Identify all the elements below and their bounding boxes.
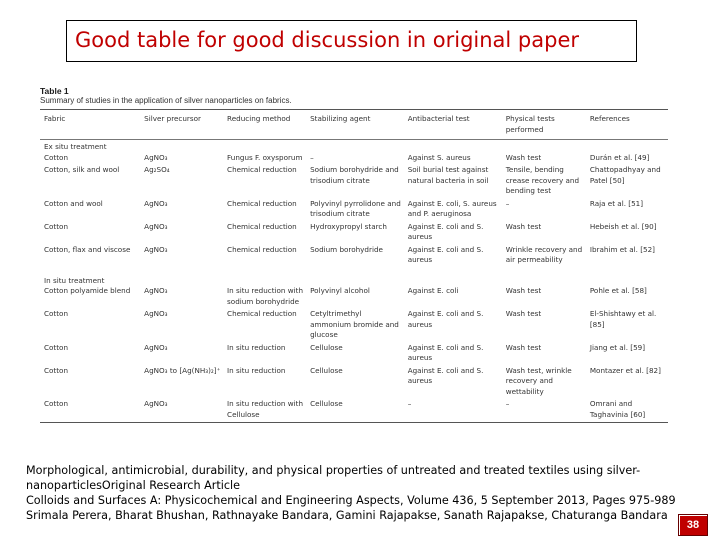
- table-cell: In situ reduction: [227, 342, 286, 352]
- table-cell: Chemical reduction: [227, 165, 297, 174]
- table-cell: Hydroxypropyl starch: [310, 221, 387, 231]
- header-references: References: [589, 114, 630, 123]
- table-row: [40, 286, 668, 309]
- table-row: [40, 399, 668, 422]
- table-row: [40, 309, 668, 343]
- table-cell: Pohle et al. [58]: [589, 286, 647, 295]
- table-cell: AgNO₃: [144, 309, 168, 318]
- table-cell: Wash test: [505, 221, 542, 231]
- citation-journal: Colloids and Surfaces A: Physicochemical and Engineering Aspects, Volume 436, 5 September 2013, Pages 975-989: [26, 494, 676, 507]
- citation-block: [26, 463, 676, 523]
- section-label: In situ treatment: [44, 275, 105, 285]
- table-cell: Sodium borohydride and trisodium citrate: [310, 165, 399, 185]
- table-row: [40, 165, 668, 199]
- table-cell: AgNO₃: [144, 286, 168, 295]
- table-cell: Cellulose: [310, 342, 343, 352]
- table-cell: Cellulose: [310, 399, 343, 408]
- table-cell: Against E. coli and S. aureus: [407, 342, 484, 362]
- table-cell: Wash test: [505, 342, 542, 352]
- table-bottom-rule: [40, 422, 668, 423]
- table-cell: Cotton and wool: [44, 198, 103, 208]
- table-cell: Raja et al. [51]: [589, 198, 644, 208]
- table-caption: Summary of studies in the application of silver nanoparticles on fabrics.: [40, 96, 292, 105]
- slide-title: Good table for good discussion in original paper: [75, 28, 579, 52]
- table-cell: AgNO₃: [144, 198, 168, 208]
- table-cell: Chattopadhyay and Patel [50]: [589, 165, 661, 185]
- table-cell: AgNO₃: [144, 152, 168, 162]
- table-cell: Cotton: [44, 152, 69, 162]
- table-cell: In situ reduction with Cellulose: [227, 399, 303, 419]
- table-cell: –: [310, 152, 314, 162]
- table-cell: Polyvinyl alcohol: [310, 286, 370, 295]
- table-cell: Cotton, flax and viscose: [44, 244, 131, 254]
- table-cell: Chemical reduction: [227, 244, 297, 254]
- table-cell: Against E. coli and S. aureus: [407, 221, 484, 241]
- table-cell: Against E. coli, S. aureus and P. aeruginosa: [407, 198, 497, 218]
- table-cell: Wash test: [505, 286, 542, 295]
- header-fabric: Fabric: [44, 114, 66, 123]
- table-cell: AgNO₃: [144, 342, 168, 352]
- table-cell: Soil burial test against natural bacteria in soil: [407, 165, 489, 185]
- table-cell: Chemical reduction: [227, 309, 297, 318]
- table-cell: El-Shishtawy et al. [85]: [589, 309, 657, 329]
- table-cell: Cetyltrimethyl ammonium bromide and glucose: [310, 309, 399, 339]
- table-row: [40, 199, 668, 222]
- table-cell: AgNO₃: [144, 221, 168, 231]
- table-cell: Wash test: [505, 152, 542, 162]
- table-cell: Chemical reduction: [227, 198, 297, 208]
- section-label: Ex situ treatment: [44, 142, 107, 151]
- table-cell: Chemical reduction: [227, 221, 297, 231]
- table-cell: Wash test, wrinkle recovery and wettability: [505, 365, 572, 396]
- table-cell: In situ reduction with sodium borohydride: [227, 286, 303, 306]
- header-antibacterial-test: Antibacterial test: [407, 114, 470, 123]
- table-cell: Cotton: [44, 309, 69, 318]
- table-cell: AgNO₃ to [Ag(NH₃)₂]⁺: [144, 365, 221, 375]
- summary-table: [40, 86, 668, 423]
- table-cell: Against E. coli and S. aureus: [407, 365, 484, 385]
- header-reducing-method: Reducing method: [227, 114, 291, 123]
- header-silver-precursor: Silver precursor: [144, 114, 201, 123]
- table-cell: AgNO₃: [144, 399, 168, 408]
- slide-title-box: [66, 20, 637, 62]
- table-row: [40, 366, 668, 400]
- table-cell: Ag₂SO₄: [144, 165, 170, 174]
- table-cell: AgNO₃: [144, 244, 168, 254]
- citation-authors: Srimala Perera, Bharat Bhushan, Rathnayake Bandara, Gamini Rajapakse, Sanath Rajapakse, Chaturanga Bandara: [26, 509, 668, 522]
- table-cell: Cotton: [44, 342, 69, 352]
- section-header-row: [40, 268, 668, 287]
- slide-number-badge: 38: [678, 514, 708, 536]
- table-row: [40, 222, 668, 245]
- table-cell: Cotton, silk and wool: [44, 165, 120, 174]
- citation-title: Morphological, antimicrobial, durability, and physical properties of untreated and treated textiles using silver-nanoparticlesOriginal Research Article: [26, 464, 641, 492]
- table-row: [40, 153, 668, 166]
- table-cell: –: [505, 399, 510, 408]
- table-rows: [40, 140, 668, 422]
- table-cell: –: [505, 198, 510, 208]
- table-cell: –: [407, 399, 412, 408]
- table-cell: Montazer et al. [82]: [589, 365, 661, 375]
- header-stabilizing-agent: Stabilizing agent: [310, 114, 371, 123]
- table-cell: Sodium borohydride: [310, 244, 383, 254]
- table-cell: Jiang et al. [59]: [589, 342, 646, 352]
- table-cell: Cellulose: [310, 365, 343, 375]
- table-cell: Cotton: [44, 365, 69, 375]
- table-row: [40, 343, 668, 366]
- table-header-row: [40, 110, 668, 139]
- table-label: Table 1: [40, 86, 69, 96]
- table-cell: Polyvinyl pyrrolidone and trisodium citrate: [310, 198, 401, 218]
- table-cell: Against E. coli and S. aureus: [407, 244, 484, 264]
- table-cell: Wash test: [505, 309, 542, 318]
- table-cell: Durán et al. [49]: [589, 152, 650, 162]
- table-body: [40, 110, 668, 422]
- table-cell: Against E. coli and S. aureus: [407, 309, 484, 329]
- table-cell: Ibrahim et al. [52]: [589, 244, 655, 254]
- table-cell: Tensile, bending crease recovery and bending test: [505, 165, 580, 195]
- table-cell: Cotton: [44, 221, 69, 231]
- table-cell: Cotton polyamide blend: [44, 286, 131, 295]
- table-cell: Hebeish et al. [90]: [589, 221, 657, 231]
- table-cell: Wrinkle recovery and air permeability: [505, 244, 583, 264]
- table-cell: Cotton: [44, 399, 69, 408]
- table-row: [40, 245, 668, 268]
- table-cell: In situ reduction: [227, 365, 286, 375]
- table-cell: Against S. aureus: [407, 152, 471, 162]
- section-header-row: [40, 140, 668, 153]
- header-physical-tests: Physical tests performed: [505, 114, 555, 134]
- table-cell: Omrani and Taghavinia [60]: [589, 399, 646, 419]
- table-cell: Against E. coli: [407, 286, 459, 295]
- table-cell: Fungus F. oxysporum: [227, 152, 303, 162]
